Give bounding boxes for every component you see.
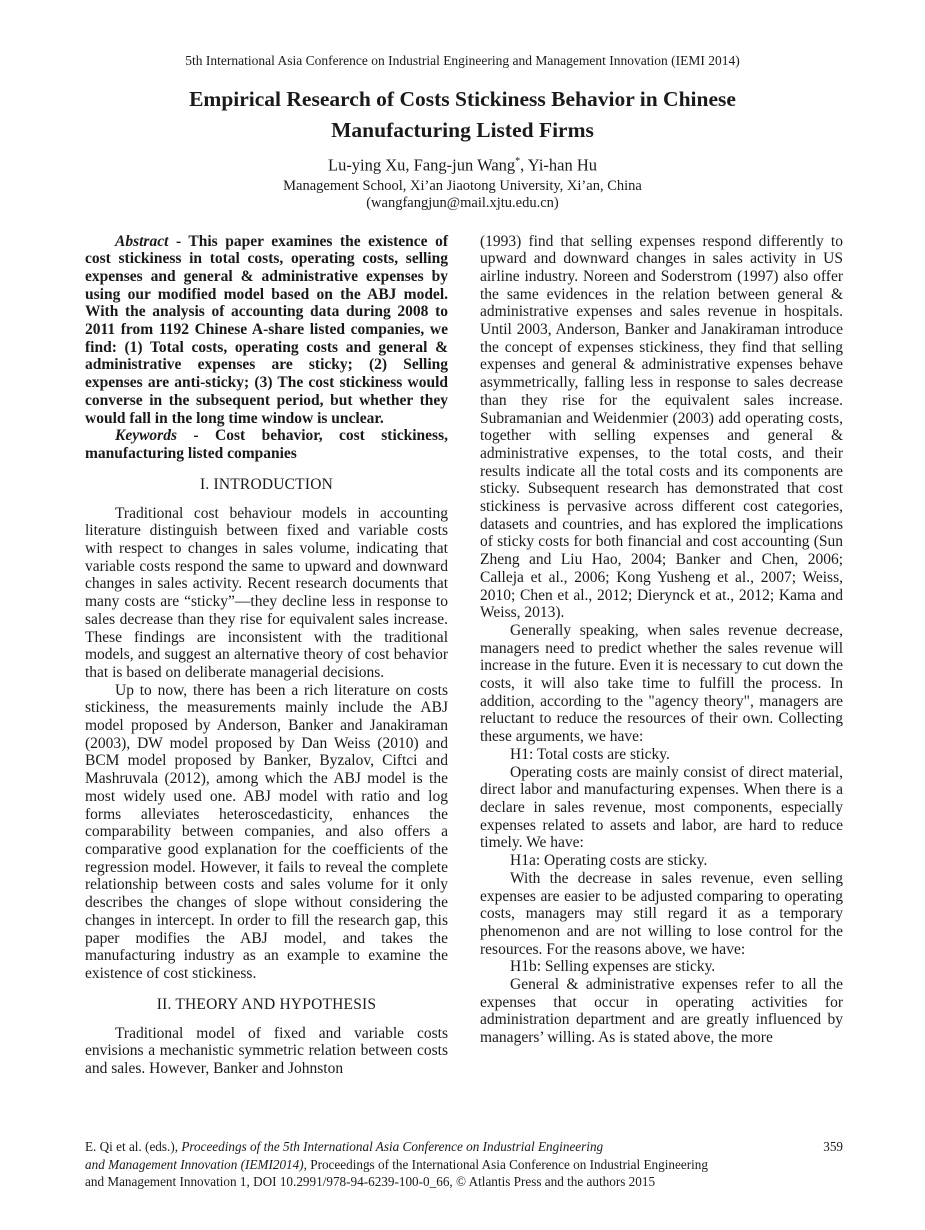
footer-line2-plain: Proceedings of the International Asia Conference on Industrial Engineering (310, 1156, 708, 1172)
right-paragraph-continuation: (1993) find that selling expenses respond differently to upward and downward changes in sales activity in US airline industry. Noreen and Soderstrom (1997) also offer the same evidences in the relation between general & administrative expenses and sales revenue in hospitals. Until 2003, Anderson, Banker and Janakiraman introduce the concept of expenses stickiness, they find that selling expenses and general & administrative expenses behave asymmetrically, falling less in response to sales decrease than they rise for the equivalent sales increase. Subramanian and Weidenmier (2003) add operating costs, together with selling expenses and general & administrative expenses, to the total costs, and their results indicate all the total costs and its components are sticky. Subsequent research has demonstrated that cost stickiness is pervasive across different cost categories, datasets and countries, and has explored the implications of sticky costs for both financial and cost accounting (Sun Zheng and Liu Hao, 2004; Banker and Chen, 2006; Calleja et al., 2006; Kong Yusheng et al., 2007; Weiss, 2010; Chen et al., 2012; Dierynck et at., 2012; Kama and Weiss, 2013). (480, 232, 843, 622)
abstract-label: Abstract (115, 232, 169, 250)
abstract-text: This paper examines the existence of cost stickiness in total costs, operating costs, selling expenses and general & administrative expenses by using our modified model based on the ABJ model. With the analysis of accounting data during 2008 to 2011 from 1192 Chinese A-share listed companies, we find: (1) Total costs, operating costs and general & administrative expenses are sticky; (2) Selling expenses are anti-sticky; (3) The cost stickiness would converse in the subsequent period, but whether they would fall in the long time window is unclear. (85, 232, 448, 427)
right-paragraph-2: Generally speaking, when sales revenue decrease, managers need to predict whether the sales revenue will increase in the future. Even it is necessary to cut down the costs, it will also take time to fulfill the process. In addition, according to the "agency theory", managers are reluctant to reduce the resources of their own. Collecting these arguments, we have: (480, 621, 843, 746)
column-left (85, 233, 448, 1078)
paper-title (153, 84, 773, 146)
column-right (480, 233, 843, 1078)
page-number: 359 (823, 1139, 843, 1154)
right-paragraph-4: Operating costs are mainly consist of direct material, direct labor and manufacturing expenses. When there is a declare in sales revenue, most components, especially expenses related to assets and labor, are hard to reduce timely. We have: (480, 763, 843, 852)
footer-line-1 (85, 1138, 843, 1156)
right-paragraph-6: With the decrease in sales revenue, even selling expenses are easier to be adjusted comparing to operating costs, managers may still regard it as a temporary phenomenon and are not willing to lose control for the resources. For the reasons above, we have: (480, 869, 843, 958)
hypothesis-h1: H1: Total costs are sticky. (510, 745, 670, 763)
abstract-separator: - (168, 232, 189, 250)
footer-line1-plain: E. Qi et al. (eds.), (85, 1139, 182, 1154)
abstract-paragraph (85, 233, 448, 428)
authors-part2: , Yi-han Hu (520, 155, 598, 175)
two-column-body (85, 233, 843, 1078)
footer-line-3: and Management Innovation 1, DOI 10.2991/978-94-6239-100-0_66, © Atlantis Press and the authors 2015 (85, 1174, 656, 1190)
keywords-paragraph (85, 427, 448, 462)
footer-line-2 (85, 1156, 843, 1174)
footer-line1-italic: Proceedings of the 5th International Asia Conference on Industrial Engineering (181, 1139, 604, 1154)
section-heading-theory: II. THEORY AND HYPOTHESIS (156, 995, 377, 1013)
affiliation-line: Management School, Xi’an Jiaotong University, Xi’an, China (283, 177, 642, 194)
footer-line2-italic: and Management Innovation (IEMI2014), (85, 1156, 311, 1172)
paper-title-line-1: Empirical Research of Costs Stickiness Behavior in Chinese (189, 87, 736, 111)
footer-citation (85, 1138, 843, 1191)
right-paragraph-8: General & administrative expenses refer to all the expenses that occur in operating activities for administration department and are greatly influenced by managers’ willing. As is stated above, the more (480, 976, 843, 1047)
keywords-separator: - (177, 427, 216, 445)
section-heading-introduction: I. INTRODUCTION (199, 475, 333, 493)
authors-line (0, 151, 925, 176)
introduction-paragraph-1: Traditional cost behaviour models in accounting literature distinguish between fixed and variable costs with respect to changes in sales volume, indicating that variable costs respond the same to upward and downward changes in sales activity. Recent research documents that many costs are “sticky”—they decline less in response to sales decrease than they rise for equivalent sales increase. These findings are inconsistent with the traditional models, and suggest an alternative theory of cost behavior that is based on deliberate managerial decisions. (85, 504, 448, 681)
authors-part1: Lu-ying Xu, Fang-jun Wang (327, 155, 516, 175)
introduction-paragraph-2: Up to now, there has been a rich literature on costs stickiness, the measurements mainly include the ABJ model proposed by Anderson, Banker and Janakiraman (2003), DW model proposed by Dan Weiss (2010) and BCM model proposed by Banker, Byzalov, Ciftci and Mashruvala (2012), among which the ABJ model is the most widely used one. ABJ model with ratio and log forms alleviates heteroscedasticity, enhances the comparability between companies, and also offers a comparative good explanation for the coefficients of the regression model. However, it fails to reveal the complete relationship between costs and sales volume for it only describes the changes of slope without considering the changes in intercept. In order to fill the research gap, this paper modifies the ABJ model, and takes the manufacturing industry as an example to examine the existence of cost stickiness. (85, 681, 448, 982)
hypothesis-h1a: H1a: Operating costs are sticky. (510, 852, 708, 870)
keywords-text: Cost behavior, cost stickiness, manufacturing listed companies (85, 427, 448, 462)
keywords-label: Keywords (115, 427, 177, 445)
running-head: 5th International Asia Conference on Industrial Engineering and Management Innovation (IEMI 2014) (185, 53, 740, 68)
corresponding-author-asterisk: * (515, 156, 521, 167)
paper-title-line-2: Manufacturing Listed Firms (331, 118, 594, 142)
hypothesis-h1b: H1b: Selling expenses are sticky. (510, 958, 716, 976)
email-line: (wangfangjun@mail.xjtu.edu.cn) (366, 194, 559, 211)
theory-paragraph-1: Traditional model of fixed and variable costs envisions a mechanistic symmetric relation between costs and sales. However, Banker and Johnston (85, 1024, 448, 1078)
